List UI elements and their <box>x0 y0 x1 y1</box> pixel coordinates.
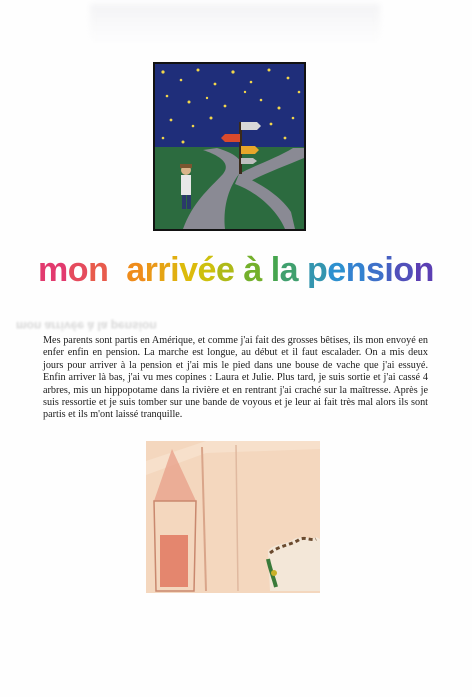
title-letter: s <box>366 251 385 289</box>
title-letter: à <box>243 251 262 289</box>
title-letter: a <box>126 251 145 289</box>
story-title <box>0 250 472 290</box>
title-letter <box>117 251 126 289</box>
title-letter: e <box>327 251 346 289</box>
title-letter: o <box>393 251 414 289</box>
title-letter <box>262 251 271 289</box>
title-letter <box>234 251 243 289</box>
title-letter: é <box>197 251 216 289</box>
title-letter: i <box>170 251 180 289</box>
title-letter: v <box>179 251 198 289</box>
crossroads-signpost-illustration <box>153 62 306 231</box>
title-letter: i <box>384 251 394 289</box>
title-letter <box>108 251 117 289</box>
title-letter: n <box>345 251 366 289</box>
title-letter: l <box>270 251 280 289</box>
title-letter: n <box>88 251 109 289</box>
title-letter: m <box>38 251 68 289</box>
title-letter: p <box>307 251 328 289</box>
title-letter: r <box>157 251 171 289</box>
child-drawing <box>146 441 320 593</box>
title-letter: o <box>67 251 89 289</box>
title-letter: n <box>413 251 434 289</box>
story-text: Mes parents sont partis en Amérique, et comme j'ai fait des grosses bêtises, ils mon envoyé en enfer enfin en pension. La marche est longue, au début et il faut escalader. On a mis deux jours pour arriver à la pension et j'ai mis le pied dans une bouse de vache que j'ai essuyé. Enfin arriver là bas, j'ai vu mes copines : Laura et Julie. Plus tard, je suis sortie et j'ai cassé 4 arbres, mis un hippopotame dans la rivière et en rentrant j'ai craché sur la maîtresse. Après je suis ressortie et je suis tomber sur une bande de voyous et je leur ai fait très mal alors ils sont partis et ils m'ont laissé tranquille. <box>43 335 428 421</box>
title-letter: r <box>144 251 158 289</box>
title-letter: a <box>279 251 299 289</box>
title-letter: e <box>215 251 235 289</box>
scan-bleed-through <box>90 4 380 44</box>
title-letter <box>298 251 307 289</box>
mirrored-heading-bleed-through: mon arrivée à la pension <box>16 319 157 333</box>
